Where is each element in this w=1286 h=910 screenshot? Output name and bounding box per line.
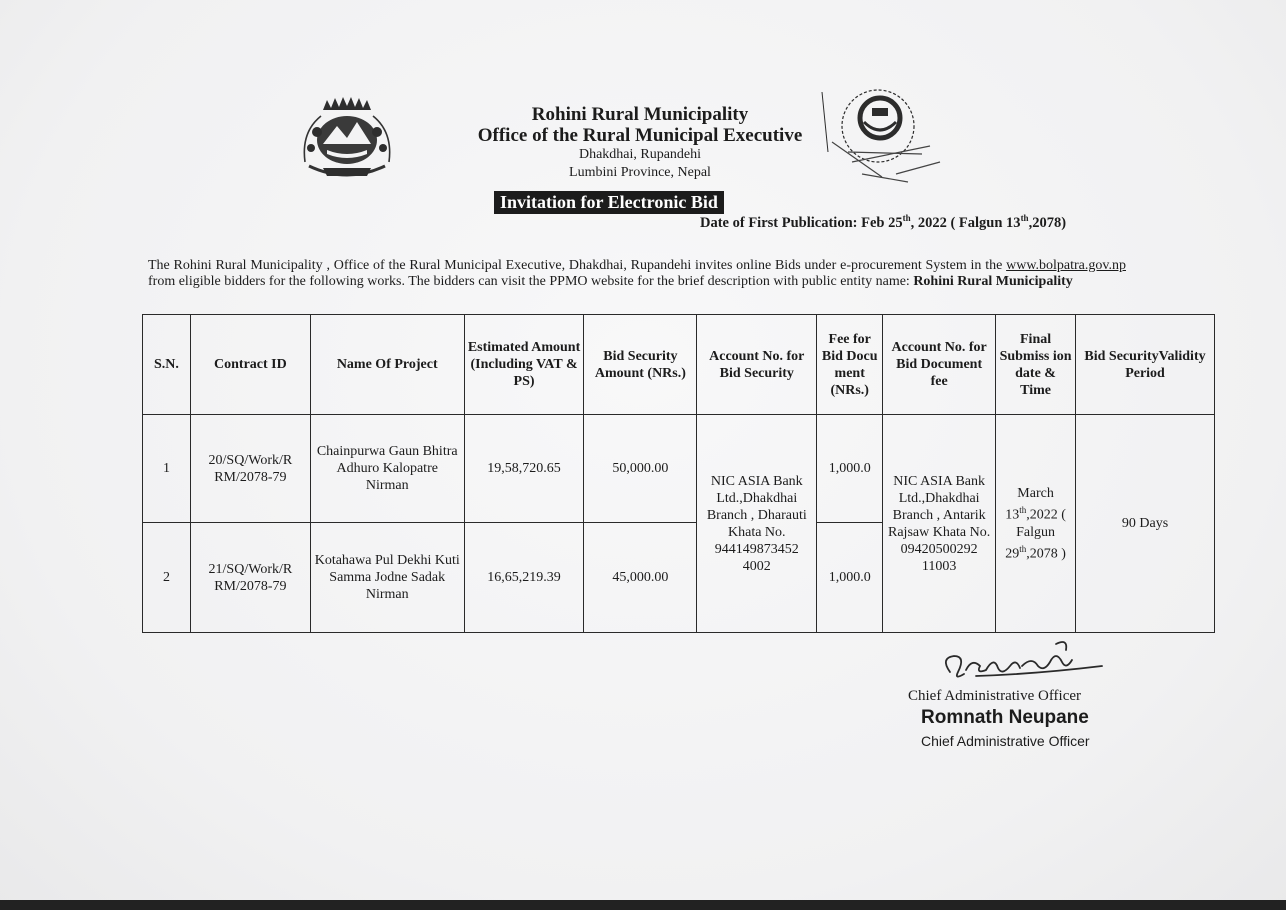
cell-fee: 1,000.0: [817, 415, 883, 523]
cell-contract-id: 21/SQ/Work/R RM/2078-79: [190, 523, 310, 633]
header-fee: Fee for Bid Docu ment (NRs.): [817, 315, 883, 415]
cell-estimated-amount: 19,58,720.65: [464, 415, 584, 523]
cell-estimated-amount: 16,65,219.39: [464, 523, 584, 633]
officer-title: Chief Administrative Officer: [921, 733, 1090, 749]
table-header-row: [143, 315, 1215, 415]
cell-project-name: Kotahawa Pul Dekhi Kuti Samma Jodne Sadak Nirman: [310, 523, 464, 633]
handwritten-signature-icon: [936, 636, 1106, 688]
bid-table: [142, 314, 1215, 633]
header-contract-id: Contract ID: [190, 315, 310, 415]
header-sn: S.N.: [143, 315, 191, 415]
cell-bid-security-amount: 45,000.00: [584, 523, 697, 633]
header-estimated-amount: Estimated Amount (Including VAT & PS): [464, 315, 584, 415]
cell-sn: 2: [143, 523, 191, 633]
header-final-submission: Final Submiss ion date & Time: [996, 315, 1076, 415]
cell-project-name: Chainpurwa Gaun Bhitra Adhuro Kalopatre Nirman: [310, 415, 464, 523]
signature-title-handwritten: Chief Administrative Officer: [908, 688, 1082, 704]
cell-contract-id: 20/SQ/Work/R RM/2078-79: [190, 415, 310, 523]
header-account-bid-security: Account No. for Bid Security: [697, 315, 817, 415]
intro-paragraph: The Rohini Rural Municipality , Office of the Rural Municipal Executive, Dhakdhai, Rupandehi invites online Bids under e-procurement System in the www.bolpatra.gov.np from eligible bidders for the following works. The bidders can visit the PPMO website for the brief description with public entity name: Rohini Rural Municipality: [148, 258, 1126, 289]
cell-account-doc-fee: NIC ASIA Bank Ltd.,Dhakdhai Branch , Antarik Rajsaw Khata No. 09420500292 11003: [883, 415, 996, 633]
table-row: [143, 415, 1215, 523]
bolpatra-link[interactable]: www.bolpatra.gov.np: [1006, 258, 1126, 273]
header-bid-security-amount: Bid Security Amount (NRs.): [584, 315, 697, 415]
letterhead: [440, 104, 840, 182]
cell-final-submission: March 13th,2022 ( Falgun 29th,2078 ): [996, 415, 1076, 633]
header-project-name: Name Of Project: [310, 315, 464, 415]
address-line-1: Dhakdhai, Rupandehi: [578, 147, 702, 162]
header-account-doc-fee: Account No. for Bid Document fee: [883, 315, 996, 415]
office-name: Office of the Rural Municipal Executive: [477, 125, 803, 146]
cell-bid-security-amount: 50,000.00: [584, 415, 697, 523]
scan-edge: [0, 900, 1286, 910]
bid-invitation-title: Invitation for Electronic Bid: [494, 191, 724, 214]
cell-sn: 1: [143, 415, 191, 523]
cell-fee: 1,000.0: [817, 523, 883, 633]
nepal-emblem-icon: [293, 92, 401, 184]
cell-validity: 90 Days: [1076, 415, 1215, 633]
address-line-2: Lumbini Province, Nepal: [569, 165, 711, 180]
officer-name: Romnath Neupane: [921, 707, 1089, 728]
cell-account-bid-security: NIC ASIA Bank Ltd.,Dhakdhai Branch , Dharauti Khata No. 944149873452 4002: [697, 415, 817, 633]
municipality-name: Rohini Rural Municipality: [531, 104, 749, 125]
header-validity: Bid SecurityValidity Period: [1076, 315, 1215, 415]
public-entity-name: Rohini Rural Municipality: [913, 274, 1073, 289]
publication-date: Date of First Publication: Feb 25th, 2022 ( Falgun 13th,2078): [700, 213, 1067, 231]
municipality-seal-icon: [812, 82, 947, 204]
